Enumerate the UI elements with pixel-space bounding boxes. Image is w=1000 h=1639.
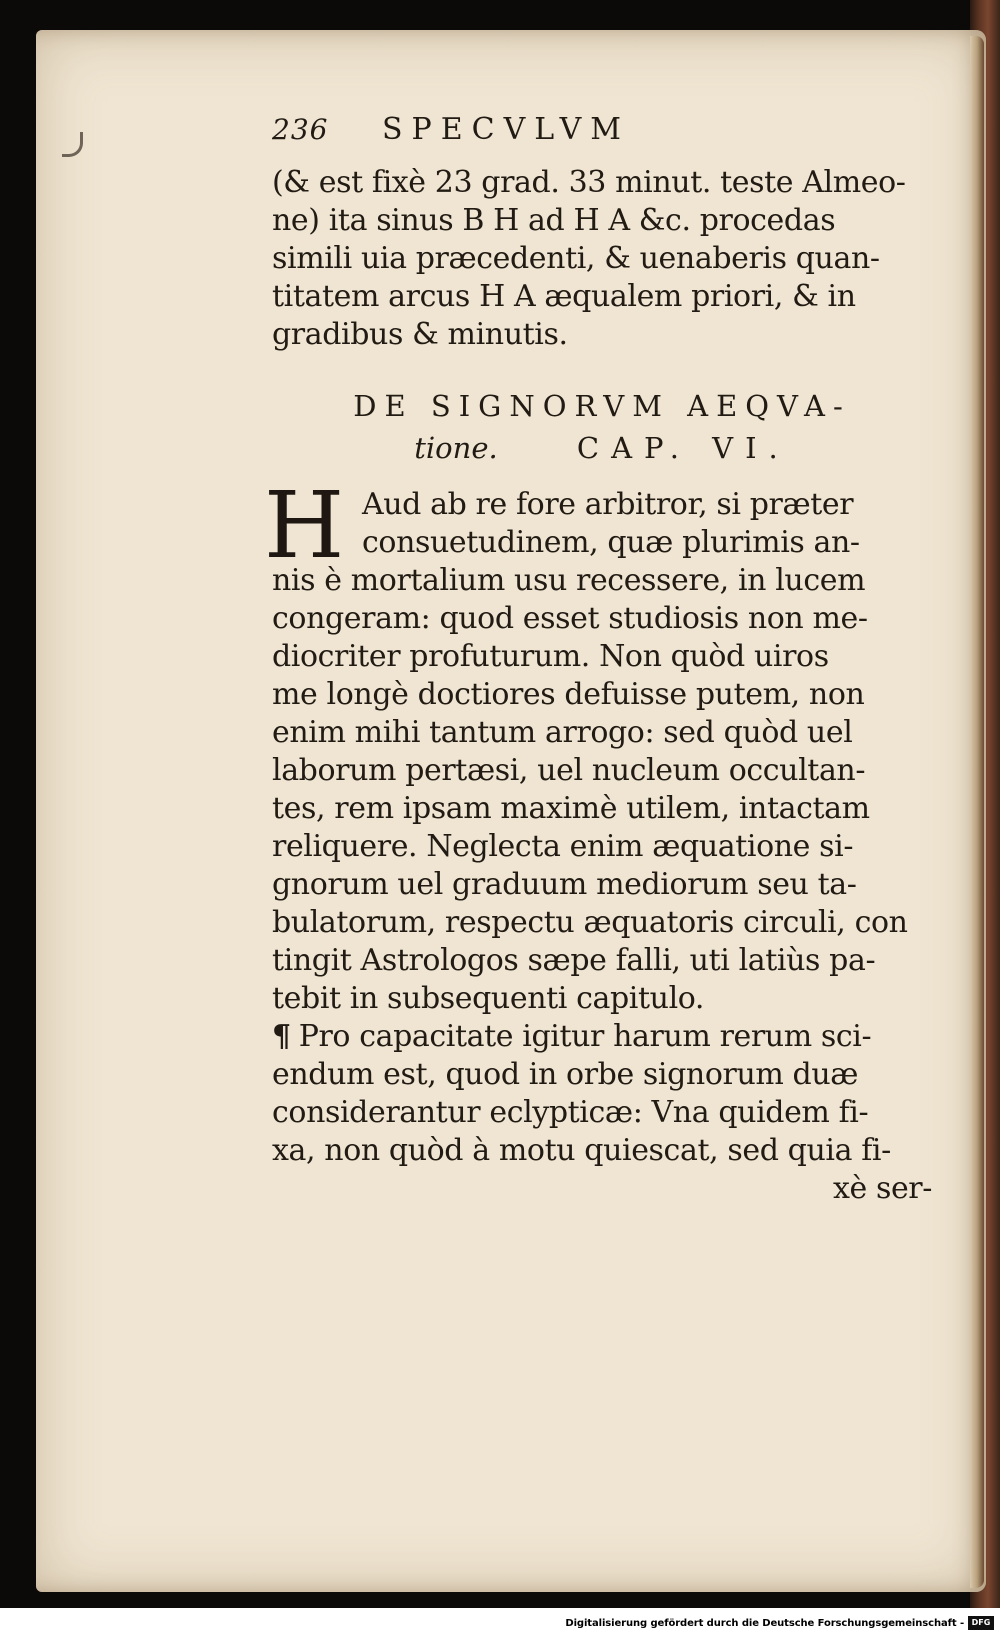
text-line: nis è mortalium usu recessere, in lucem xyxy=(272,563,866,598)
page-edge xyxy=(970,36,984,1588)
text-line: tebit in subsequenti capitulo. xyxy=(272,981,705,1016)
text-line: tingit Astrologos sæpe falli, uti latiùs pa- xyxy=(272,943,876,978)
digitization-credit: Digitalisierung gefördert durch die Deutsche Forschungsgemeinschaft - xyxy=(565,1618,964,1629)
running-title: SPECVLVM xyxy=(382,112,631,147)
chapter-body xyxy=(264,472,932,1208)
text-line: xa, non quòd à motu quiescat, sed quia fi- xyxy=(272,1133,891,1168)
text-line: gradibus & minutis. xyxy=(272,317,568,352)
text-line: congeram: quod esset studiosis non me- xyxy=(272,601,868,636)
drop-capital: H xyxy=(264,472,345,579)
chapter-heading-italic: tione. xyxy=(414,431,498,465)
text-line: ne) ita sinus B H ad H A &c. procedas xyxy=(272,203,836,238)
text-line: Aud ab re fore arbitror, si præter xyxy=(362,487,854,522)
text-line: enim mihi tantum arrogo: sed quòd uel xyxy=(272,715,853,750)
text-line: reliquere. Neglecta enim æquatione si- xyxy=(272,829,854,864)
chapter-heading-line1: DE SIGNORVM AEQVA- xyxy=(353,389,851,423)
text-line: bulatorum, respectu æquatoris circuli, con xyxy=(272,905,908,940)
chapter-heading-line2 xyxy=(272,428,932,472)
page-text xyxy=(264,112,932,1208)
text-line: considerantur eclypticæ: Vna quidem fi- xyxy=(272,1095,869,1130)
paragraph-mark: ¶ xyxy=(272,1019,291,1054)
text-line: laborum pertæsi, uel nucleum occultan- xyxy=(272,753,866,788)
text-line: tes, rem ipsam maximè utilem, intactam xyxy=(272,791,870,826)
chapter-number: CAP. VI. xyxy=(576,431,790,465)
dfg-logo: DFG xyxy=(968,1616,994,1630)
text-line: diocriter profuturum. Non quòd uiros xyxy=(272,639,829,674)
catchword: xè ser- xyxy=(832,1171,932,1206)
page-number: 236 xyxy=(272,113,329,146)
text-line: titatem arcus H A æqualem priori, & in xyxy=(272,279,856,314)
text-line xyxy=(272,1018,932,1056)
text-line: consuetudinem, quæ plurimis an- xyxy=(362,525,860,560)
running-head xyxy=(272,112,932,164)
top-paragraph xyxy=(272,164,932,354)
text-line: simili uia præcedenti, & uenaberis quan- xyxy=(272,241,880,276)
footer-bar xyxy=(0,1608,1000,1639)
text-line: (& est fixè 23 grad. 33 minut. teste Almeo- xyxy=(272,165,906,200)
text-line: endum est, quod in orbe signorum duæ xyxy=(272,1057,859,1092)
text-line-content: Pro capacitate igitur harum rerum sci- xyxy=(298,1019,872,1054)
chapter-heading xyxy=(272,386,932,472)
text-line: gnorum uel graduum mediorum seu ta- xyxy=(272,867,857,902)
text-line: me longè doctiores defuisse putem, non xyxy=(272,677,865,712)
